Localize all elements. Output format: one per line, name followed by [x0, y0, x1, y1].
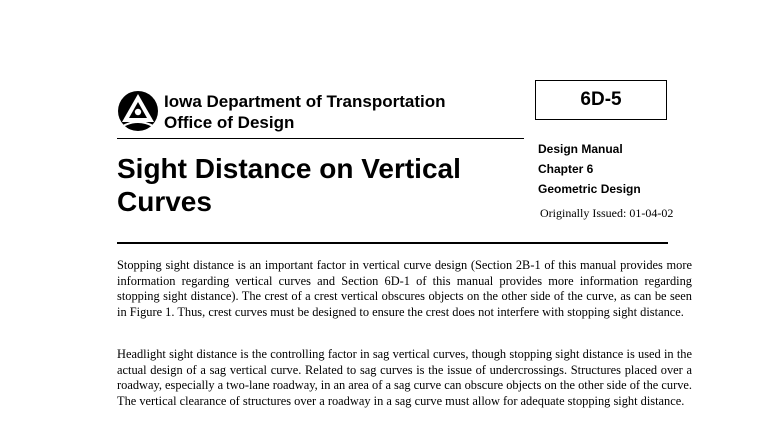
org-name: Iowa Department of Transportation: [164, 92, 446, 111]
office-name: Office of Design: [164, 113, 295, 132]
body-paragraph: Stopping sight distance is an important factor in vertical curve design (Section 2B-1 of this manual provides more information regarding vertical curves and Section 6D-1 of this manual provides more information regarding stopping sight distance). The crest of a crest vertical obscures objects on the other side of the curve, as can be seen in Figure 1. Thus, crest curves must be designed to ensure the crest does not interfere with stopping sight distance.: [117, 258, 692, 319]
chapter-label: Chapter 6: [538, 162, 594, 176]
header-divider: [117, 138, 524, 139]
section-number-box: [535, 80, 667, 120]
issued-date: Originally Issued: 01-04-02: [540, 206, 674, 220]
title-divider: [117, 242, 668, 244]
body-paragraph: Headlight sight distance is the controlling factor in sag vertical curves, though stopping sight distance is used in the actual design of a sag vertical curve. Related to sag curves is the issue of undercrossings. Structures placed over a roadway, especially a two-lane roadway, in an area of a sag curve can obscure objects on the other side of the curve. The vertical clearance of structures over a roadway in a sag curve must allow for adequate stopping sight distance.: [117, 347, 692, 408]
topic-label: Geometric Design: [538, 182, 641, 196]
manual-label: Design Manual: [538, 142, 623, 156]
iowa-dot-logo-icon: [117, 90, 159, 132]
section-number: 6D-5: [580, 89, 622, 110]
page-title: Sight Distance on Vertical Curves: [117, 153, 461, 217]
